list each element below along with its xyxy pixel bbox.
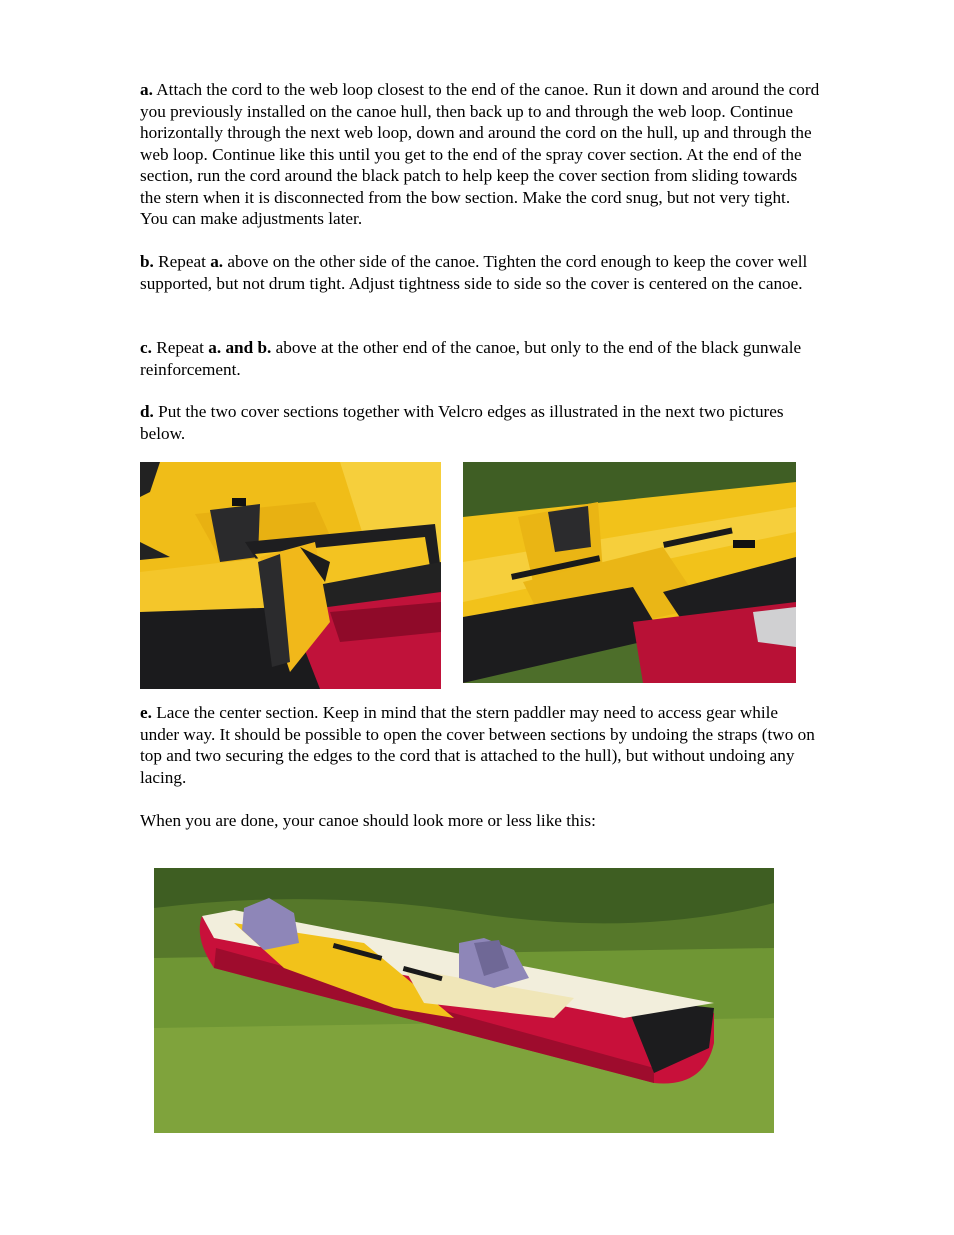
step-d xyxy=(140,401,820,444)
step-c-ref: a. and b. xyxy=(208,338,272,357)
step-e-label: e. xyxy=(140,703,152,722)
step-a xyxy=(140,79,820,230)
step-e-text: Lace the center section. Keep in mind that the stern paddler may need to access gear while under way. It should be possible to open the cover between sections by undoing the straps (two on top and two securing the edges to the cord that is attached to the hull), but without undoing any lacing. xyxy=(140,703,815,787)
step-b-label: b. xyxy=(140,252,154,271)
step-c-label: c. xyxy=(140,338,152,357)
step-c xyxy=(140,337,820,380)
step-d-label: d. xyxy=(140,402,154,421)
step-c-pre: Repeat xyxy=(156,338,204,357)
photo-cover-sections-joined xyxy=(463,462,796,683)
step-a-text: Attach the cord to the web loop closest to the end of the canoe. Run it down and around the cord you previously installed on the canoe hull, then back up to and through the web loop. Continue horizontally through the next web loop, down and around the cord on the hull, up and through the web loop. Continue like this until you get to the end of the spray cover section. At the end of the section, run the cord around the black patch to help keep the cover section from sliding towards the stern when it is disconnected from the bow section. Make the cord snug, but not very tight. You can make adjustments later. xyxy=(140,80,820,228)
step-c-text: above at the other end of the canoe, but only to the end of the black gunwale reinforcement. xyxy=(140,338,802,379)
step-b-ref: a. xyxy=(210,252,224,271)
photo-velcro-closeup xyxy=(140,462,441,689)
photo-finished-canoe xyxy=(154,868,774,1133)
step-a-label: a. xyxy=(140,80,153,99)
step-b xyxy=(140,251,820,294)
step-e xyxy=(140,702,820,788)
step-d-text: Put the two cover sections together with Velcro edges as illustrated in the next two pictures below. xyxy=(140,402,784,443)
step-b-pre: Repeat xyxy=(158,252,206,271)
closing-text: When you are done, your canoe should look more or less like this: xyxy=(140,811,596,830)
step-b-text: above on the other side of the canoe. Tighten the cord enough to keep the cover well supported, but not drum tight. Adjust tightness side to side so the cover is centered on the canoe. xyxy=(140,252,808,293)
